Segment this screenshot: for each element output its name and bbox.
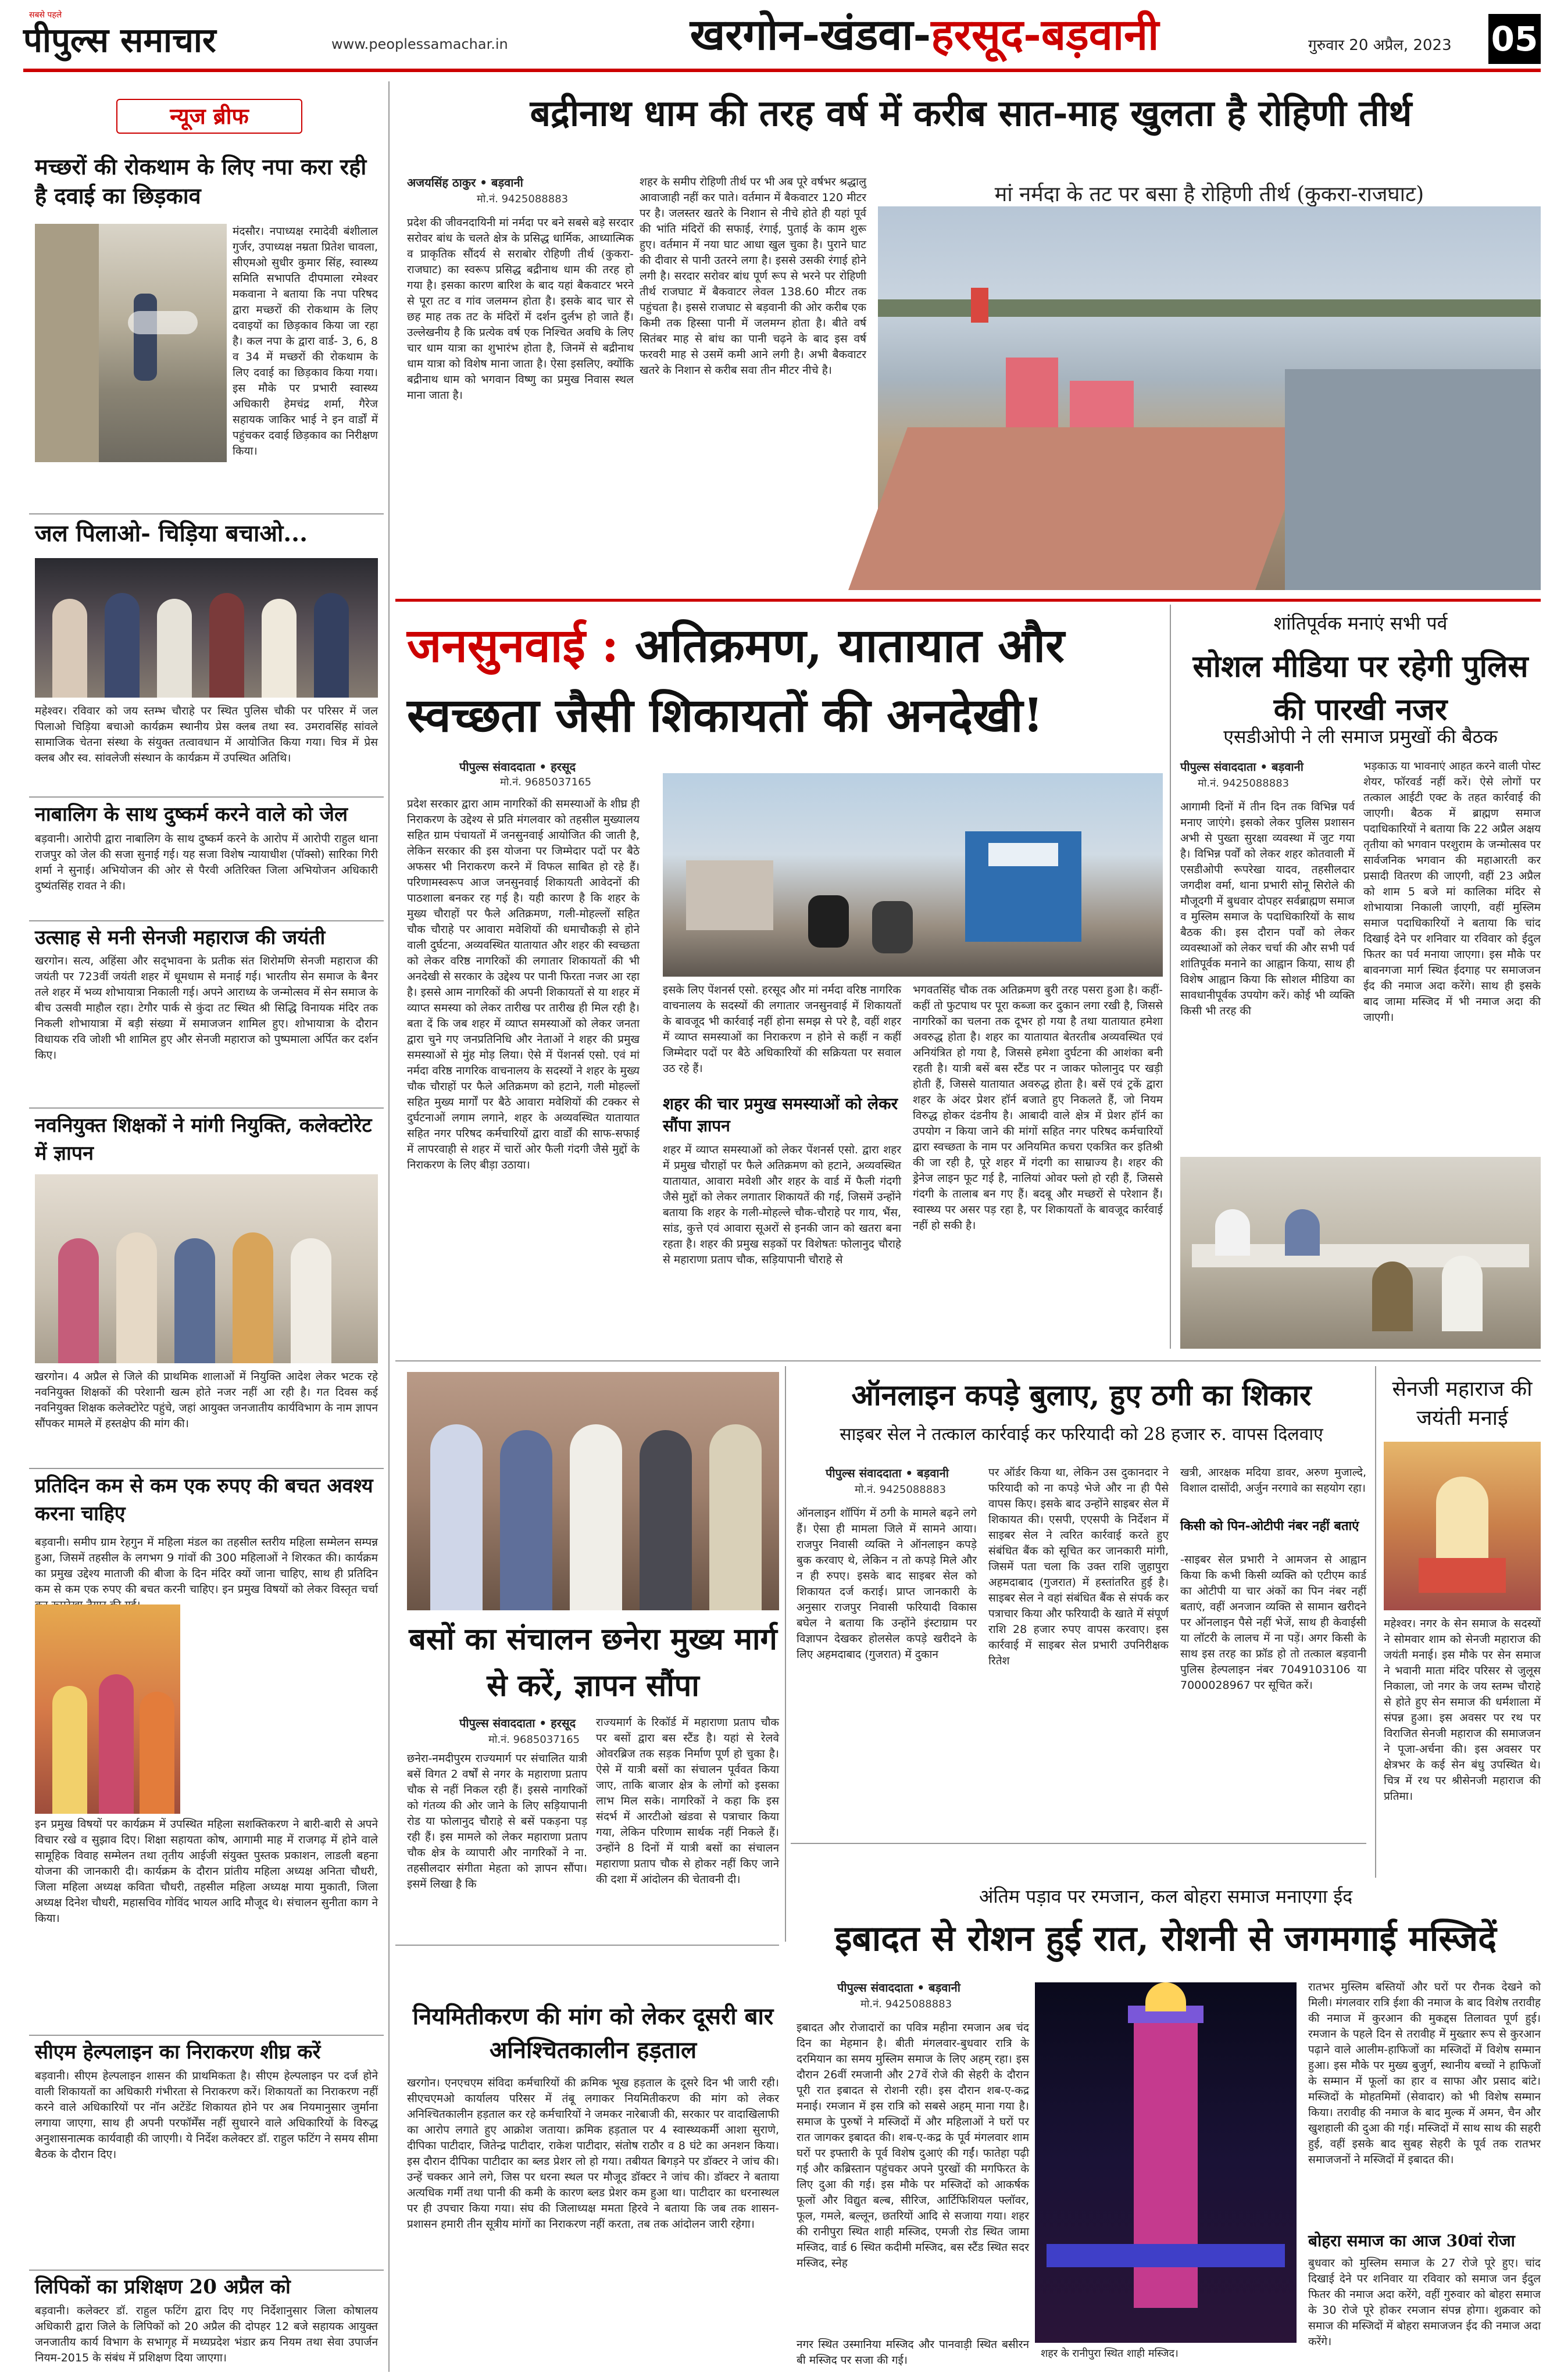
ramzan-mobile: मो.नं. 9425088883 [860,1998,952,2010]
online-fraud-subhead: साइबर सेल ने तत्काल कार्रवाई कर फरियादी को 28 हजार रु. वापस दिलवाए [840,1424,1323,1445]
bus-col1 [407,1751,587,1937]
brief-text-savings-1: बड़वानी। समीप ग्राम रेहगुन में महिला मंडल का तहसील स्तरीय महिला सम्मेलन सम्पन्न हुआ, जिसमें तहसील के लगभग 9 गांवों की 300 महिलाओं ने शिरकत की। कार्यक्रम का प्रमुख उद्देश्य माताजी की बीजा के दिन मंदिर क्यों जाना चाहिए, साथ ही प्रतिदिन कम से कम एक रुपए की बचत करनी चाहिए। इन प्रमुख विषयों को लेकर विस्तृत चर्चा [35,1536,378,1596]
top-story-text-2: शहर के समीप रोहिणी तीर्थ पर भी अब पूरे वर्षभर श्रद्धालु आवाजाही नहीं कर पाते। वर्तमान में बैकवाटर 120 मीटर पर है। जलस्तर खतरे के निशान से नीचे होते ही यहां पूर्व की भांति मंदिरों की सफाई, रंगाई, पुताई के काम शुरू हुए। वर्तमान में नया घाट आधा खुल चुका है। पुराने घाट की दीवार से पानी उतरने लगा है। इससे उसकी रंगाई होने लगी है। सरदार सरोवर बांध पूर्ण रूप से भरने पर रोहिणी तीर्थ राजघाट में बैकवाटर लेवल 138.60 मीटर तक पहुंचता है। इससे राजघाट से बड़वानी की ओर करीब एक किमी तक हिस्सा पानी में जलमग्न होता है। बीते वर्ष सितंबर माह से बांध का पानी चढ़ने के बाद इस वर्ष फरवरी माह से उसमें कमी आने लगी है। अभी बैकवाटर खतरे के निशान से करीब सवा तीन मीटर नीचे है। [640,176,866,377]
online-fraud-headline: ऑनलाइन कपड़े बुलाए, हुए ठगी का शिकार [851,1378,1312,1412]
social-text-2: भड़काऊ या भावनाएं आहत करने वाली पोस्ट शेयर, फॉरवर्ड नहीं करें। ऐसे लोगों पर तत्काल आईटी एक्ट के तहत कार्रवाई की जाएगी। बैठक में ब्राह्मण समाज पदाधिकारियों ने बताया कि 22 अप्रैल अक्षय तृतीया को भगवान परशुराम के जन्मोत्सव पर सार्वजनिक भगवान की महाआरती कर प्रसादी वितरण की जाएगी, वहीं 23 अप्रैल को शाम 5 बजे मां कालिका मंदिर से शोभायात्रा निकाली जाएगी, वहीं मुस्लिम समाज पदाधिकारियों ने बताया कि चांद दिखाई देने पर शनिवार या रविवार को ईदुल फितर का पर्व मनाया जाएगा। इस मौके पर बावनगजा मार्ग स्थित ईदगाह पर समाजजन ईद की नमाज अदा करेंगे। साथ ही इसके बाद जामा मस्जिद में भी नमाज अदा की जाएगी। [1363,760,1541,1024]
jansunwai-text-2: इसके लिए पेंशनर्स एसो. हरसूद और मां नर्मदा वरिष्ठ नागरिक वाचनालय के सदस्यों की लगातार जनसुनवाई में शिकायतों के बावजूद भी कार्रवाई नहीं होना समझ से परे है, वहीं शहर में व्याप्त समस्याओं का निराकरण न होने से कहीं न कहीं जिम्मेदार पदों पर बैठे अधिकारियों की सक्रियता पर सवाल उठ रहे हैं। [663,984,901,1075]
social-col2 [1363,759,1541,1154]
online-fraud-mobile: मो.नं. 9425088883 [855,1484,947,1496]
brief-headline-water-birds: जल पिलाओ- चिड़िया बचाओ... [35,520,308,547]
jansunwai-col1 [407,796,640,1355]
jansunwai-byline: पीपुल्स संवाददाता • हरसूद [459,760,576,774]
ramzan-photo-caption: शहर के रानीपुरा स्थित शाही मस्जिद। [1041,2347,1179,2360]
senji-headline: सेनजी महाराज की जयंती मनाई [1392,1377,1533,1430]
divider [29,1107,384,1109]
senji-text: महेश्वर। नगर के सेन समाज के सदस्यों ने सोमवार शाम को सेनजी महाराज की जयंती मनाई। इस मौके पर सेन समाज ने भवानी माता मंदिर परिसर से जुलूस निकाला, जो नगर के जय स्तम्भ चौराहे से होते हुए सेन समाज की धर्मशाला में संपन्न हुआ। इस अवसर पर रथ पर विराजित सेनजी महाराज की समाजजन ने पूजा-अर्चना की। इस अवसर पर क्षेत्रभर के कई सेन बंधु उपस्थित थे। चित्र में रथ पर श्रीसेनजी महाराज की प्रतिमा। [1384,1617,1541,1803]
photo-fogging-lane [35,224,227,462]
brief-text-senji: खरगोन। सत्य, अहिंसा और सद्‌भावना के प्रतीक संत शिरोमणि सेनजी महाराज की जयंती पर 723वीं जयंती शहर में धूमधाम से मनाई गई। भारतीय सेन समाज के बैनर तले शहर में भव्य शोभायात्रा निकाली गई। अपने आराध्य के जन्मोत्सव में सेन समाज के बीच उत्सवी माहौल रहा। टेगौर पार्क से कुंदा तट स्थित श्री सिद्धि विनायक मंदिर तक निकली शोभायात्रा में बड़ी संख्या में समाजजन शामिल हुए। शोभायात्रा के दौरान विधायक रवि जोशी भी शामिल हुए और सेनजी महाराज को पुष्पमाला अर्पित कर दर्शन किए। [35,955,378,1062]
brief-body-jail [35,831,378,930]
brief-headline-mosquito: मच्छरों की रोकथाम के लिए नपा करा रही है दवाई का छिड़काव [35,153,367,209]
brief-headline-jail: नाबालिग के साथ दुष्कर्म करने वाले को जेल [35,803,348,826]
divider [29,2035,384,2036]
social-headline: सोशल मीडिया पर रहेगी पुलिस की पारखी नजर [1192,649,1529,727]
jansunwai-text-3: भगवतसिंह चौक तक अतिक्रमण बुरी तरह पसरा हुआ है। कहीं-कहीं तो फुटपाथ पर पूरा कब्जा कर दुकान लगा रखी है, जिससे नागरिकों का चलना तक दूभर हो गया है तथा यातायात हमेशा अवरुद्ध होता है। शहर का यातायात बेतरतीब अव्यवस्थित एवं अनियंत्रित हो गया है, जिससे हमेशा दुर्घटना की आशंका बनी रहती है। यात्री बसें बस स्टैंड पर न जाकर फोलानुद पर खड़ी होती हैं, जिससे यातायात अवरुद्ध होता है। बसें एवं ट्रकें द्वारा शहर के अंदर प्रेशर हॉर्न बजाते हुए निकलते हैं, जो नियम विरुद्ध होकर दंडनीय है। आबादी वाले क्षेत्र में प्रेशर हॉर्न का उपयोग न किया जाने की मांगों सहित नगर परिषद कर्मचारियों द्वारा स्वच्छता के नाम पर अनियमित कचरा एकत्रित कर इतिश्री की जा रही है, पूरे शहर में गंदगी का साम्राज्य है। शहर की ड्रेनेज लाइन फूट गई है, नालियां ओवर फ्लो हो रही हैं, जिससे गंदगी के तालाब बन गए हैं। बदबू और मच्छरों से परेशान हैं। स्वास्थ्य पर असर पड़ रहा है, पर शिकायतों के बावजूद कार्रवाई नहीं हो सकी है। [913,984,1163,1232]
online-fraud-box-head: किसी को पिन-ओटीपी नंबर नहीं बताएं [1180,1518,1359,1534]
online-fraud-text-3b: -साइबर सेल प्रभारी ने आमजन से आह्वान किया कि कभी किसी व्यक्ति को एटीएम कार्ड का ओटीपी या चार अंकों का पिन नंबर नहीं बताएं, वहीं अनजान व्यक्ति से सामान खरीदने पर ऑनलाइन पैसे नहीं भेजें, साथ ही केवाईसी या लॉटरी के लालच में ना पड़ें। अगर किसी के साथ इस तरह का फ्रॉड हो तो तत्काल बड़वानी पुलिस हेल्पलाइन नंबर 7049103106 या 7000028967 पर सूचित करें। [1180,1553,1366,1692]
divider [791,1843,1366,1844]
brief-text-mosquito: मंदसौर। नपाध्यक्ष रमादेवी बंशीलाल गुर्जर, उपाध्यक्ष नम्रता प्रितेश चावला, सीएमओ सुधीर कुमार सिंह, स्वास्थ्य समिति सभापति दीपमाला रमेश्वर मकवाना ने बताया कि नपा परिषद द्वारा मच्छरों की रोकथाम के लिए दवाइयों का छिड़काव किया जा रहा है। कल नपा के द्वारा वार्ड- 3, 6, 8 व 34 में मच्छरों की रोकथाम के लिए दवाई का छिड़काव किया गया। इस मौके पर प्रभारी स्वास्थ्य अधिकारी हेमचंद्र शर्मा, गैरेज सहायक जाकिर भाई ने इन वार्डों में पहुंचकर दवाई छिड़काव का निरीक्षण किया। [233,225,378,458]
top-story-headline: बद्रीनाथ धाम की तरह वर्ष में करीब सात-माह खुलता है रोहिणी तीर्थ [530,92,1412,134]
photo-teachers-memorandum [35,1174,378,1363]
photo-water-birds-event [35,558,378,698]
social-subhead: एसडीओपी ने ली समाज प्रमुखों की बैठक [1223,726,1498,748]
ramzan-col2 [1308,1979,1541,2229]
brief-body-cm-helpline [35,2068,378,2266]
online-fraud-col3 [1180,1465,1366,1517]
page-number: 05 [1488,14,1541,64]
jansunwai-headline-red: जनसुनवाई : [407,618,619,673]
column-divider [785,1366,786,1942]
top-story-mobile: मो.नं. 9425088883 [477,193,569,205]
photo-women-conference [35,1604,180,1814]
divider [395,1360,1541,1361]
brief-headline-senji: उत्साह से मनी सेनजी महाराज की जयंती [35,926,326,949]
online-fraud-col3b [1180,1552,1366,1831]
bus-mobile: मो.नं. 9685037165 [488,1734,580,1746]
divider [395,1945,779,1946]
divider [29,920,384,921]
jansunwai-text-1: प्रदेश सरकार द्वारा आम नागरिकों की समस्याओं के शीघ्र ही निराकरण के उद्देश्य से प्रति मंगलवार को तहसील मुख्यालय सहित ग्राम पंचायतों में जनसुनवाई आयोजित की जाती है, लेकिन सरकार की इस योजना पर जिम्मेदार पदों पर बैठे अफसर भी निराकरण करने में विफल साबित हो रहे हैं। परिणामस्वरूप आज जनसुनवाई शिकायती आवेदनों की पाठशाला बनकर रह गई है। यही कारण है कि शहर के मुख्य चौराहों पर फैले अतिक्रमण, गली-मोहल्लों सहित चौक चौराहे पर आवारा मवेशियों की धमाचौकड़ी से होने वाली दुर्घटना, अव्यवस्थित यातायात और शहर की स्वच्छता को लेकर वरिष्ठ नागरिकों की लगातार शिकायतों की भी अनदेखी से सरकार के उद्देश्य पर पानी फिरता नजर आ रहा है। इससे आम नागरिकों की अपनी शिकायतों से या शहर में व्याप्त समस्या को लेकर तारीख पर तारीख ही मिल रही है। बता दें कि जब शहर में व्याप्त समस्याओं को लेकर जनता द्वारा चुने गए जनप्रतिनिधि और नेताओं ने शहर की प्रमुख समस्याओं से मुंह मोड़ लिया। ऐसे में पेंशनर्स एसो. एवं मां नर्मदा वरिष्ठ नागरिक वाचनालय के सदस्यों ने शहर के मुख्य चौक चौराहों पर फैले अतिक्रमण को हटाने, गली मोहल्लों सहित मुख्य मार्गों पर बैठे आवारा मवेशियों की टक्कर से दुर्घटनाओं लगाम लगाने, शहर के अव्यवस्थित यातायात सहित नगर परिषद कर्मचारियों द्वारा वार्डों की साफ-सफाई में लापरवाही से शहर में चारों ओर फैली गंदगी जैसे मुद्दों के निराकरण के लिए बीड़ा उठाया। [407,798,640,1171]
social-mobile: मो.नं. 9425088883 [1198,777,1290,789]
online-fraud-text-1: ऑनलाइन शॉपिंग में ठगी के मामले बढ़ने लगे हैं। ऐसा ही मामला जिले में सामने आया। राजपुर निवासी व्यक्ति ने ऑनलाइन कपड़े बुक करवाए थे, लेकिन न तो कपड़े मिले और न ही रुपए। इसके बाद साइबर सेल को शिकायत दर्ज कराई। प्राप्त जानकारी के अनुसार राजपुर निवासी फरियादी विकास बघेल ने बताया कि उन्होंने इंस्टाग्राम पर विज्ञापन देखकर होलसेल कपड़े खरीदने के लिए अहमदाबाद (गुजरात) में दुकान [797,1507,977,1661]
photo-bus-memorandum [407,1372,779,1610]
logo-tagline: सबसे पहले [29,10,62,20]
ramzan-byline: पीपुल्स संवाददाता • बड़वानी [837,1981,960,1995]
section-rule [395,599,1541,602]
brief-text-cm-helpline: बड़वानी। सीएम हेल्पलाइन शासन की प्राथमिकता है। सीएम हेल्पलाइन पर दर्ज होने वाली शिकायतों का अधिकारी गंभीरता से निराकरण करें। शिकायतों का निराकरण नहीं करने वाले अधिकारियों पर नॉन अटेंडेंट शिकायत होने पर अब नियमानुसार जुर्माना लगाया जाएगा, साथ ही अपनी परफॉर्मेंस नहीं सुधारने वाले अधिकारियों के विरुद्ध अनुशासनात्मक कार्यवाही की जाएगी। ये निर्देश कलेक्टर डॉ. राहुल फटिंग ने समय सीमा बैठक के दौरान दिए। [35,2070,378,2161]
divider [29,796,384,798]
brief-headline-teachers: नवनियुक्त शिक्षकों ने मांगी नियुक्ति, कलेक्टोरेट में ज्ञापन [35,1114,372,1165]
masthead-logo [23,9,326,65]
column-divider [1170,605,1171,1349]
brief-headline-savings: प्रतिदिन कम से कम एक रुपए की बचत अवश्य करना चाहिए [35,1474,373,1525]
photo-illuminated-mosque [1035,1982,1297,2343]
ramzan-col1-end [797,2337,1029,2378]
ramzan-text-2: रातभर मुस्लिम बस्तियों और घरों पर रौनक देखने को मिली। मंगलवार रात्रि ईशा की नमाज के बाद विशेष तरावीह की नमाज में कुरआन की मुकद्दस तिलावत पूर्ण हुई। रमजान के पहले दिन से तरावीह में मुख्तार रूप से कुरआन पढ़ाने वाले आलीम-हाफिजों का मस्जिदों में विशेष सम्मान हुआ। इस मौके पर मुख्य बुजुर्ग, स्थानीय बच्चों ने हाफिजों के सम्मान में फूलों का हार व साफा और प्रसाद बांटे। मस्जिदों के मोहतमिमों (सेवादार) को भी विशेष सम्मान किया। तरावीह की नमाज के बाद मुल्क में अमन, चैन और खुशहाली की दुआ की गई। मस्जिदों में साथ साथ की सहरी हुई, वहीं इसके बाद सुबह सेहरी के पूर्व तक रातभर समाजजनों ने मस्जिदों में इबादत की। [1308,1981,1541,2166]
top-story-byline: अजयसिंह ठाकुर • बड़वानी [407,176,523,190]
divider [29,513,384,514]
brief-body-savings-top [35,1535,378,1604]
brief-body-clerks-training [35,2303,378,2373]
caption-text-water-birds: महेश्वर। रविवार को जय स्तम्भ चौराहे पर स्थित पुलिस चौकी पर परिसर में जल पिलाओ चिड़िया बचाओ कार्यक्रम स्थानीय प्रेस क्लब तथा स्व. उमरावसिंह सांवले सामाजिक चेतना संस्था के संयुक्त तत्वावधान में आयोजित किया गया। चित्र में प्रेस क्लब और स्व. सांवलेजी संस्थान के कार्यक्रम में उपस्थित अतिथि। [35,705,378,764]
ramzan-headline: इबादत से रोशन हुई रात, रोशनी से जगमगाई मस्जिदें [834,1918,1497,1959]
online-fraud-text-3: खत्री, आरक्षक मदिया डावर, अरुण मुजाल्दे, विशाल दासोंदी, अर्जुन नरगावे का सहयोग रहा। [1180,1466,1366,1495]
social-col1 [1180,799,1355,1148]
brief-text-jail: बड़वानी। आरोपी द्वारा नाबालिग के साथ दुष्कर्म करने के आरोप में आरोपी राहुल थाना राजपुर को जेल की सजा सुनाई गई। यह सजा विशेष न्यायाधीश (पॉक्सो) सारिका गिरी शर्मा ने सुनाई। अभियोजन की ओर से पैरवी अतिरिक्त जिला अभियोजन अधिकारी दुष्यंतसिंह रावत ने की। [35,832,378,892]
bus-text-2: राज्यमार्ग के रिकॉर्ड में महाराणा प्रताप चौक पर बसों द्वारा बस स्टैंड है। यहां से रेलवे ओवरब्रिज तक सड़क निर्माण पूर्ण हो चुका है। ऐसे में यात्री बसों का संचालन पूर्ववत किया जाए, ताकि बाजार क्षेत्र के लोगों को इसका लाभ मिल सके। नागरिकों ने कहा कि इस संदर्भ में आरटीओ खंडवा से पत्राचार किया गया, लेकिन परिणाम सार्थक नहीं निकले हैं। उन्होंने 8 दिनों में यात्री बसों का संचालन महाराणा प्रताप चौक से होकर नहीं किए जाने की दशा में आंदोलन की चेतावनी दी। [596,1716,779,1886]
strike-text: खरगोन। एनएचएम संविदा कर्मचारियों की क्रमिक भूख हड़ताल के दूसरे दिन भी जारी रही। सीएचएमओ कार्यालय परिसर में तंबू लगाकर नियमितीकरण की मांग को लेकर अनिश्चितकालीन हड़ताल कर रहे कर्मचारियों ने जमकर नारेबाजी की, सरकार पर वादाखिलाफी का आरोप लगाते हुए आक्रोश जताया। क्रमिक हड़ताल पर 4 स्वास्थ्यकर्मी आशा सुराणे, दीपिका पाटीदार, जितेन्द्र पाटीदार, राकेश पाटीदार, संतोष राठौर व 8 घंटे का अनशन किया। इस दौरान दीपिका पाटीदार का ब्लड प्रेशर लो हो गया। तबीयत बिगड़ने पर डॉक्टर ने जांच की। उन्हें चक्कर आने लगे, जिस पर धरना स्थल पर मौजूद डॉक्टर ने जांच की। डॉक्टर ने बताया अत्यधिक गर्मी तथा पानी की कमी के कारण ब्लड प्रेशर कम हुआ था। पाटीदार का धरनास्थल पर ही उपचार किया गया। संघ की जिलाध्यक्ष ममता हिरवे ने बताया कि जब तक शासन-प्रशासन हमारी तीन सूत्रीय मांगों का निराकरण नहीं करता, तब तक आंदोलन जारी रहेगा। [407,2077,779,2231]
edition-date: गुरुवार 20 अप्रैल, 2023 [1308,37,1452,54]
section-title-red: हरसूद-बड़वानी [931,10,1159,60]
jansunwai-col2 [663,982,901,1087]
photo-senji-chariot [1384,1442,1541,1610]
jansunwai-col2b [663,1142,901,1355]
bus-byline: पीपुल्स संवाददाता • हरसूद [459,1716,576,1730]
jansunwai-headline-rest: अतिक्रमण, यातायात और स्वच्छता जैसी शिकायतों की अनदेखी! [407,618,1065,742]
brief-body-mosquito [233,224,378,462]
senji-body [1384,1616,1541,1878]
strike-body [407,2075,779,2366]
ramzan-col1 [797,2020,1029,2334]
ramzan-text-1-end: नगर स्थित उस्मानिया मस्जिद और पानवाड़ी स्थित बसीरन बी मस्जिद पर सजा की गई। [797,2338,1029,2367]
brief-headline-cm-helpline: सीएम हेल्पलाइन का निराकरण शीघ्र करें [35,2040,321,2064]
photo-traffic-street [663,773,1163,977]
news-brief-label: न्यूज ब्रीफ [116,99,302,134]
online-fraud-text-2: पर ऑर्डर किया था, लेकिन उस दुकानदार ने फरियादी को ना कपड़े भेजे और ना ही पैसे वापस किए। इसके बाद उन्होंने साइबर सेल में शिकायत की। एसपी, एएसपी के निर्देशन में साइबर सेल ने त्वरित कार्रवाई करते हुए संबंधित बैंक को सूचित कर जानकारी मांगी, जिसमें पता चला कि उक्त राशि जुहापुरा अहमदाबाद (गुजरात) में हस्तांतरित हुई है। साइबर सेल ने वहां संबंधित बैंक से संपर्क कर पत्राचार किया और फरियादी के खाते में संपूर्ण राशि 28 हजार रुपए वापस करवाए। इस कार्रवाई में साइबर सेल प्रभारी उपनिरीक्षक रितेश [988,1466,1169,1667]
bus-col2 [596,1715,779,1936]
social-text-1: आगामी दिनों में तीन दिन तक विभिन्न पर्व मनाए जाएंगे। इसको लेकर पुलिस प्रशासन अभी से पुख्ता सुरक्षा व्यवस्था में जुट गया है। विभिन्न पर्वों को लेकर शहर कोतवाली में एसडीओपी रूपरेखा यादव, तहसीलदार जगदीश वर्मा, थाना प्रभारी सोनू सिरोले की मौजूदगी में बुधवार दोपहर सर्वब्राह्मण समाज व मुस्लिम समाज के पदाधिकारियों के साथ बैठक की। इस दौरान पर्वों को लेकर व्यवस्थाओं को लेकर चर्चा की और सभी पर्व शांतिपूर्वक मनाने का आह्वान किया, साथ ही विशेष आह्वान किया कि सोशल मीडिया का सावधानीपूर्वक उपयोग करें। कोई भी व्यक्ति किसी भी तरह की [1180,801,1355,1017]
page-section-title [599,6,1250,64]
jansunwai-mobile: मो.नं. 9685037165 [500,776,592,788]
ramzan-text-2b: बुधवार को मुस्लिम समाज के 27 रोजे पूरे हुए। चांद दिखाई देने पर शनिवार या रविवार को समाज जन ईदुल फितर की नमाज अदा करेंगे, वहीं गुरुवार को बोहरा समाज के 30 रोजे पूरे होकर रमजान संपन्न होगा। शुक्रवार को समाज की मस्जिदों में बोहरा समाजजन ईद की नमाज अदा करेंगे। [1308,2257,1541,2348]
ramzan-kicker: अंतिम पड़ाव पर रमजान, कल बोहरा समाज मनाएगा ईद [979,1885,1353,1907]
website-url[interactable]: www.peoplessamachar.in [331,36,508,52]
divider [29,1468,384,1469]
top-photo-caption: मां नर्मदा के तट पर बसा है रोहिणी तीर्थ (कुकरा-राजघाट) [994,183,1424,206]
jansunwai-subhead: शहर की चार प्रमुख समस्याओं को लेकर सौंपा ज्ञापन [663,1094,898,1135]
divider [29,2270,384,2271]
ramzan-col2b [1308,2256,1541,2378]
jansunwai-text-2b: शहर में व्याप्त समस्याओं को लेकर पेंशनर्स एसो. द्वारा शहर में प्रमुख चौराहों पर फैले अतिक्रमण को हटाने, अव्यवस्थित यातायात, आवारा मवेशी और शहर के वार्ड में फैली गंदगी जैसे मुद्दों को लेकर लगातार शिकायतें की गई, जिसमें उन्होंने बताया कि शहर के गली-मोहल्ले चौक-चौराहे पर गाय, भैंस, सांड, कुत्ते एवं आवारा सूअरों से इनकी जान को खतरा बना रहता है। शहर की प्रमुख सड़कों पर विशेषतः फोलानुद चौराहे से महाराणा प्रताप चौक, सड़ियापानी चौराहे से [663,1143,901,1266]
jansunwai-col3 [913,982,1163,1355]
top-story-text-1: प्रदेश की जीवनदायिनी मां नर्मदा पर बने सबसे बड़े सरदार सरोवर बांध के चलते क्षेत्र के प्रसिद्ध धार्मिक, आध्यात्मिक व प्राकृतिक सौंदर्य से सराबोर रोहिणी तीर्थ (कुकरा-राजघाट) का स्वरूप प्रसिद्ध बद्रीनाथ धाम की तरह हो गया है। इसका कारण बारिश के बाद यहां बैकवाटर भरने से पूरा तट व गांव जलमग्न होता है। इसके बाद चार से छह माह तक तट के मंदिरों में दर्शन दुर्लभ हो जाते हैं। उल्लेखनीय है कि प्रत्येक वर्ष एक निश्चित अवधि के लिए चार धाम यात्रा का शुभारंभ होता है, जिनमें से बद्रीनाथ धाम यात्रा को विशेष माना जाता है। ऐसा इसलिए, क्योंकि बद्रीनाथ धाम को भगवान विष्णु का प्रमुख निवास स्थल माना जाता है। [407,216,634,402]
bus-text-1: छनेरा-नमदीपुरम राज्यमार्ग पर संचालित यात्री बसें विगत 2 वर्षों से नगर के महाराणा प्रताप चौक से नहीं निकल रही हैं। इससे नागरिकों को गंतव्य की ओर जाने के लिए सड़ियापानी रोड या फोलानुद चौराहे से बसें पकड़ना पड़ रही हैं। इस मामले को लेकर महाराणा प्रताप चौक क्षेत्र के व्यापारी और नागरिकों ने ना. तहसीलदार संगीता मेहता को ज्ञापन सौंपा। इसमें लिखा है कि [407,1752,587,1891]
brief-headline-clerks-training: लिपिकों का प्रशिक्षण 20 अप्रैल को [35,2275,291,2299]
jansunwai-headline [407,610,1163,750]
social-kicker: शांतिपूर्वक मनाएं सभी पर्व [1273,612,1448,634]
ramzan-text-1: इबादत और रोजादारों का पवित्र महीना रमजान अब चंद दिन का मेहमान है। बीती मंगलवार-बुधवार रात्रि के दरमियान का समय मुस्लिम समाज के लिए अहम् रहा। इस दौरान 26वीं रमजानी और 27वें रोजे की सेहरी के दौरान पूरी रात इबादत से रोशनी रही। इस दौरान शब-ए-कद्र मनाई। रमजान में इस रात्रि को सबसे अहम् माना गया है। समाज के पुरुषों ने मस्जिदों में और महिलाओं ने घरों पर रात जागकर इबादत की। शब-ए-कद्र के पूर्व मंगलवार शाम घरों पर इफ्तारी के पूर्व विशेष दुआएं की गईं। फातेहा पढ़ी गई और कब्रिस्तान पहुंचकर अपने पुरखों की मगफिरत के लिए दुआ की गई। इस मौके पर मस्जिदों को आकर्षक फूलों और विद्युत बल्ब, सीरिज, आर्टिफिशियल फ्लॉवर, फूल, गमले, बल्लून, छतरियों आदि से सजाया गया। शहर की रानीपुरा स्थित शाही मस्जिद, एमजी रोड स्थित जामा मस्जिद, वार्ड 6 स्थित कदीमी मस्जिद, बस स्टैंड स्थित सदर मस्जिद, स्नेह [797,2021,1029,2270]
bus-headline: बसों का संचालन छनेरा मुख्य मार्ग से करें, ज्ञापन सौंपा [409,1621,777,1703]
photo-police-meeting [1180,1157,1541,1349]
social-byline: पीपुल्स संवाददाता • बड़वानी [1180,760,1304,774]
left-column-divider [388,81,390,2372]
strike-headline: नियमितीकरण की मांग को लेकर दूसरी बार अनिश्चितकालीन हड़ताल [412,2003,774,2064]
header-rule [23,69,1541,72]
brief-text-savings-2: इन प्रमुख विषयों पर कार्यक्रम में उपस्थित महिला सशक्तिकरण ने बारी-बारी से अपने विचार रखे व सुझाव दिए। शिक्षा सहायता कोष, आगामी माह में राजगढ़ में होने वाले सामूहिक विवाह सम्मेलन तथा तृतीय आईजी संयुक्त पुस्तक प्रकाशन, लाडली बहना योजना की जानकारी दी। कार्यक्रम के दौरान प्रांतीय महिला अध्यक्ष अनिता चौधरी, जिला महिला अध्यक्ष कविता चौधरी, तहसील महिला अध्यक्ष माया मुकाती, जिला अध्यक्ष दिनेश चौधरी, महासचिव गोविंद भायल आदि मौजूद थे। संचालन सुनीता काग ने किया। [35,1818,378,1925]
online-fraud-col2 [988,1465,1169,1831]
column-divider [1375,1366,1376,1878]
brief-body-mosquito-cont [35,462,378,485]
brief-body-senji [35,953,378,1105]
caption-teachers [35,1369,378,1468]
section-title-black: खरगोन-खंडवा- [690,10,931,60]
ramzan-subhead: बोहरा समाज का आज 30वां रोजा [1308,2231,1515,2250]
online-fraud-col1 [797,1506,977,1831]
top-story-col1 [407,215,634,587]
online-fraud-byline: पीपुल्स संवाददाता • बड़वानी [826,1466,949,1480]
brief-text-clerks-training: बड़वानी। कलेक्टर डॉ. राहुल फटिंग द्वारा दिए गए निर्देशानुसार जिला कोषालय अधिकारी द्वारा जिले के लिपिकों को 20 अप्रैल की दोपहर 12 बजे सहायक आयुक्त जनजातीय कार्य विभाग के सभागृह में मध्यप्रदेश भंडार क्रय नियम तथा सेवा उपार्जन नियम-2015 के संबंध में प्रशिक्षण दिया जाएगा। [35,2304,378,2364]
caption-text-teachers: खरगोन। 4 अप्रैल से जिले की प्राथमिक शालाओं में नियुक्ति आदेश लेकर भटक रहे नवनियुक्त शिक्षकों की परेशानी खत्म होते नजर नहीं आ रही है। गत दिवस कई नवनियुक्त शिक्षक कलेक्टोरेट पहुंचे, जहां आयुक्त जनजातीय कार्यविभाग के नाम ज्ञापन सौंपकर मामले में हस्तक्षेप की मांग की। [35,1370,378,1430]
top-story-col2 [640,174,866,587]
brief-body-savings [35,1817,378,2032]
logo-text: पीपुल्स समाचार [23,20,216,60]
photo-rohini-tirth-ghat [878,206,1541,590]
